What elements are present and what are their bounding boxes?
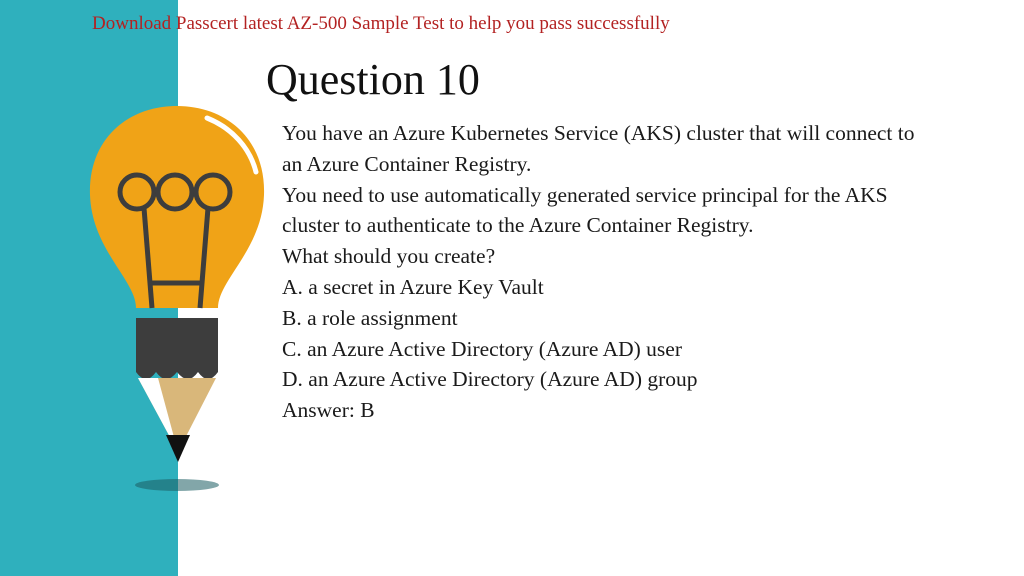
- option-c: C. an Azure Active Directory (Azure AD) user: [282, 336, 682, 361]
- question-line: an Azure Container Registry.: [282, 151, 532, 176]
- question-body: [282, 118, 1017, 426]
- option-a: A. a secret in Azure Key Vault: [282, 274, 544, 299]
- lightbulb-pencil-icon: [82, 100, 282, 500]
- page-title: Question 10: [266, 55, 480, 104]
- option-b: B. a role assignment: [282, 305, 458, 330]
- header-banner: Download Passcert latest AZ-500 Sample Test to help you pass successfully: [92, 13, 670, 34]
- answer: Answer: B: [282, 398, 375, 423]
- question-line: cluster to authenticate to the Azure Container Registry.: [282, 213, 754, 238]
- question-line: You need to use automatically generated service principal for the AKS: [282, 182, 888, 207]
- option-d: D. an Azure Active Directory (Azure AD) group: [282, 367, 698, 392]
- question-line: You have an Azure Kubernetes Service (AKS) cluster that will connect to: [282, 121, 915, 145]
- question-prompt: What should you create?: [282, 244, 496, 269]
